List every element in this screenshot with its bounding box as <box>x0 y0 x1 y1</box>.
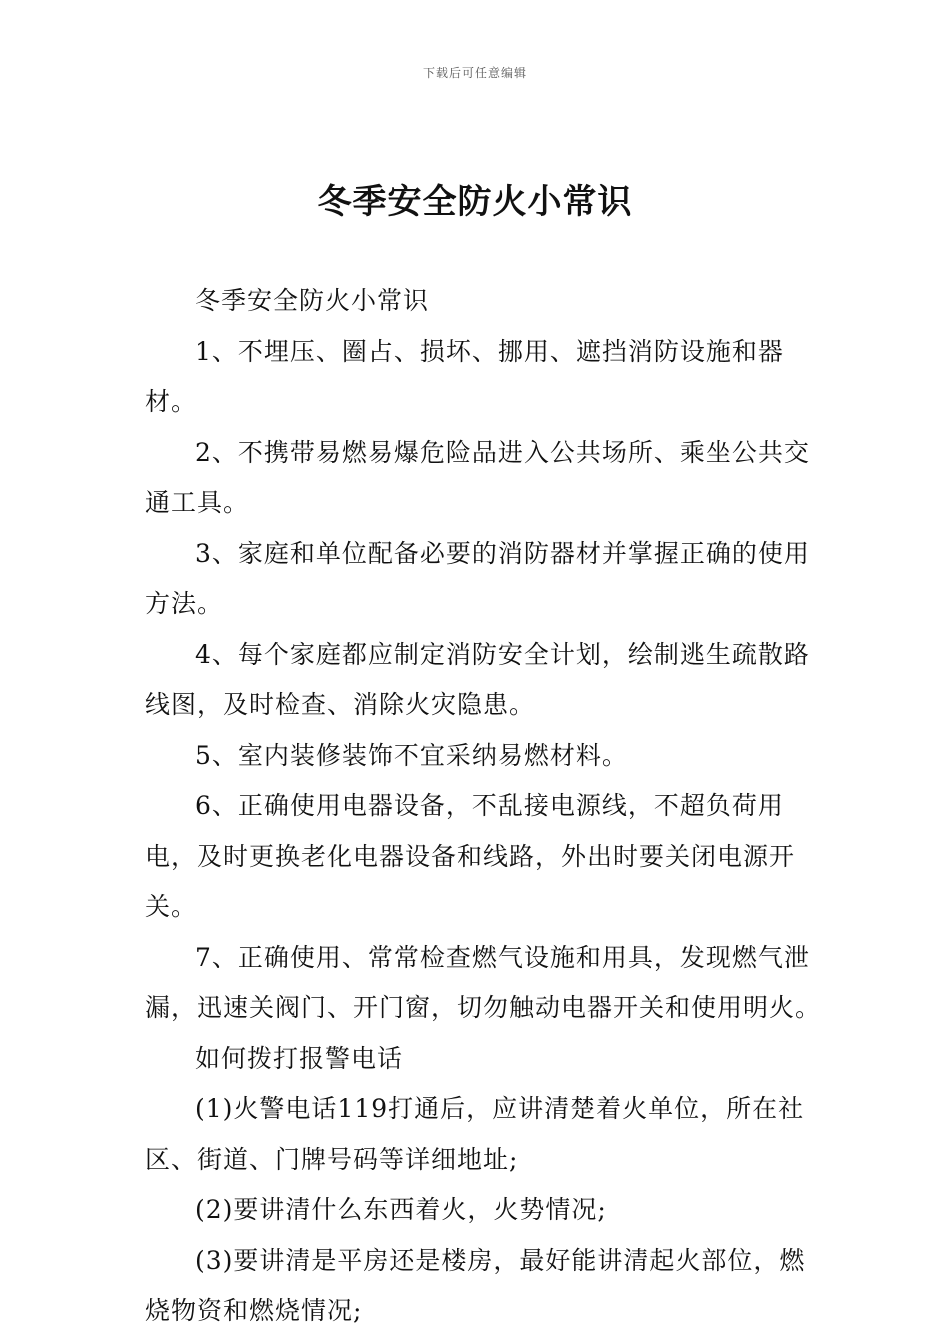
paragraph-alarm-2: (2)要讲清什么东西着火，火势情况; <box>195 1195 607 1224</box>
paragraph-alarm-3: (3)要讲清是平房还是楼房，最好能讲清起火部位，燃烧物资和燃烧情况; <box>145 1245 806 1325</box>
paragraph-item-1: 1、不埋压、圈占、损坏、挪用、遮挡消防设施和器材。 <box>145 336 784 416</box>
paragraph-item-7: 7、正确使用、常常检查燃气设施和用具，发现燃气泄漏，迅速关阀门、开门窗，切勿触动电器开关和使用明火。 <box>145 942 822 1022</box>
header-note: 下载后可任意编辑 <box>422 66 527 80</box>
paragraph-item-5: 5、室内装修装饰不宜采纳易燃材料。 <box>195 740 628 770</box>
paragraph-item-4: 4、每个家庭都应制定消防安全计划，绘制逃生疏散路线图，及时检查、消除火灾隐患。 <box>145 639 810 719</box>
paragraph-alarm-1: (1)火警电话119打通后，应讲清楚着火单位，所在社区、街道、门牌号码等详细地址; <box>145 1094 805 1174</box>
paragraph-item-6: 6、正确使用电器设备，不乱接电源线，不超负荷用电，及时更换老化电器设备和线路，外出时要关闭电源开关。 <box>145 791 796 921</box>
paragraph-item-2: 2、不携带易燃易爆危险品进入公共场所、乘坐公共交通工具。 <box>145 437 810 517</box>
paragraph-subtitle: 冬季安全防火小常识 <box>195 286 430 315</box>
paragraph-heading-alarm: 如何拨打报警电话 <box>195 1043 404 1073</box>
document-body <box>145 276 825 1337</box>
paragraph-item-3: 3、家庭和单位配备必要的消防器材并掌握正确的使用方法。 <box>145 538 810 618</box>
document-title: 冬季安全防火小常识 <box>317 182 633 222</box>
